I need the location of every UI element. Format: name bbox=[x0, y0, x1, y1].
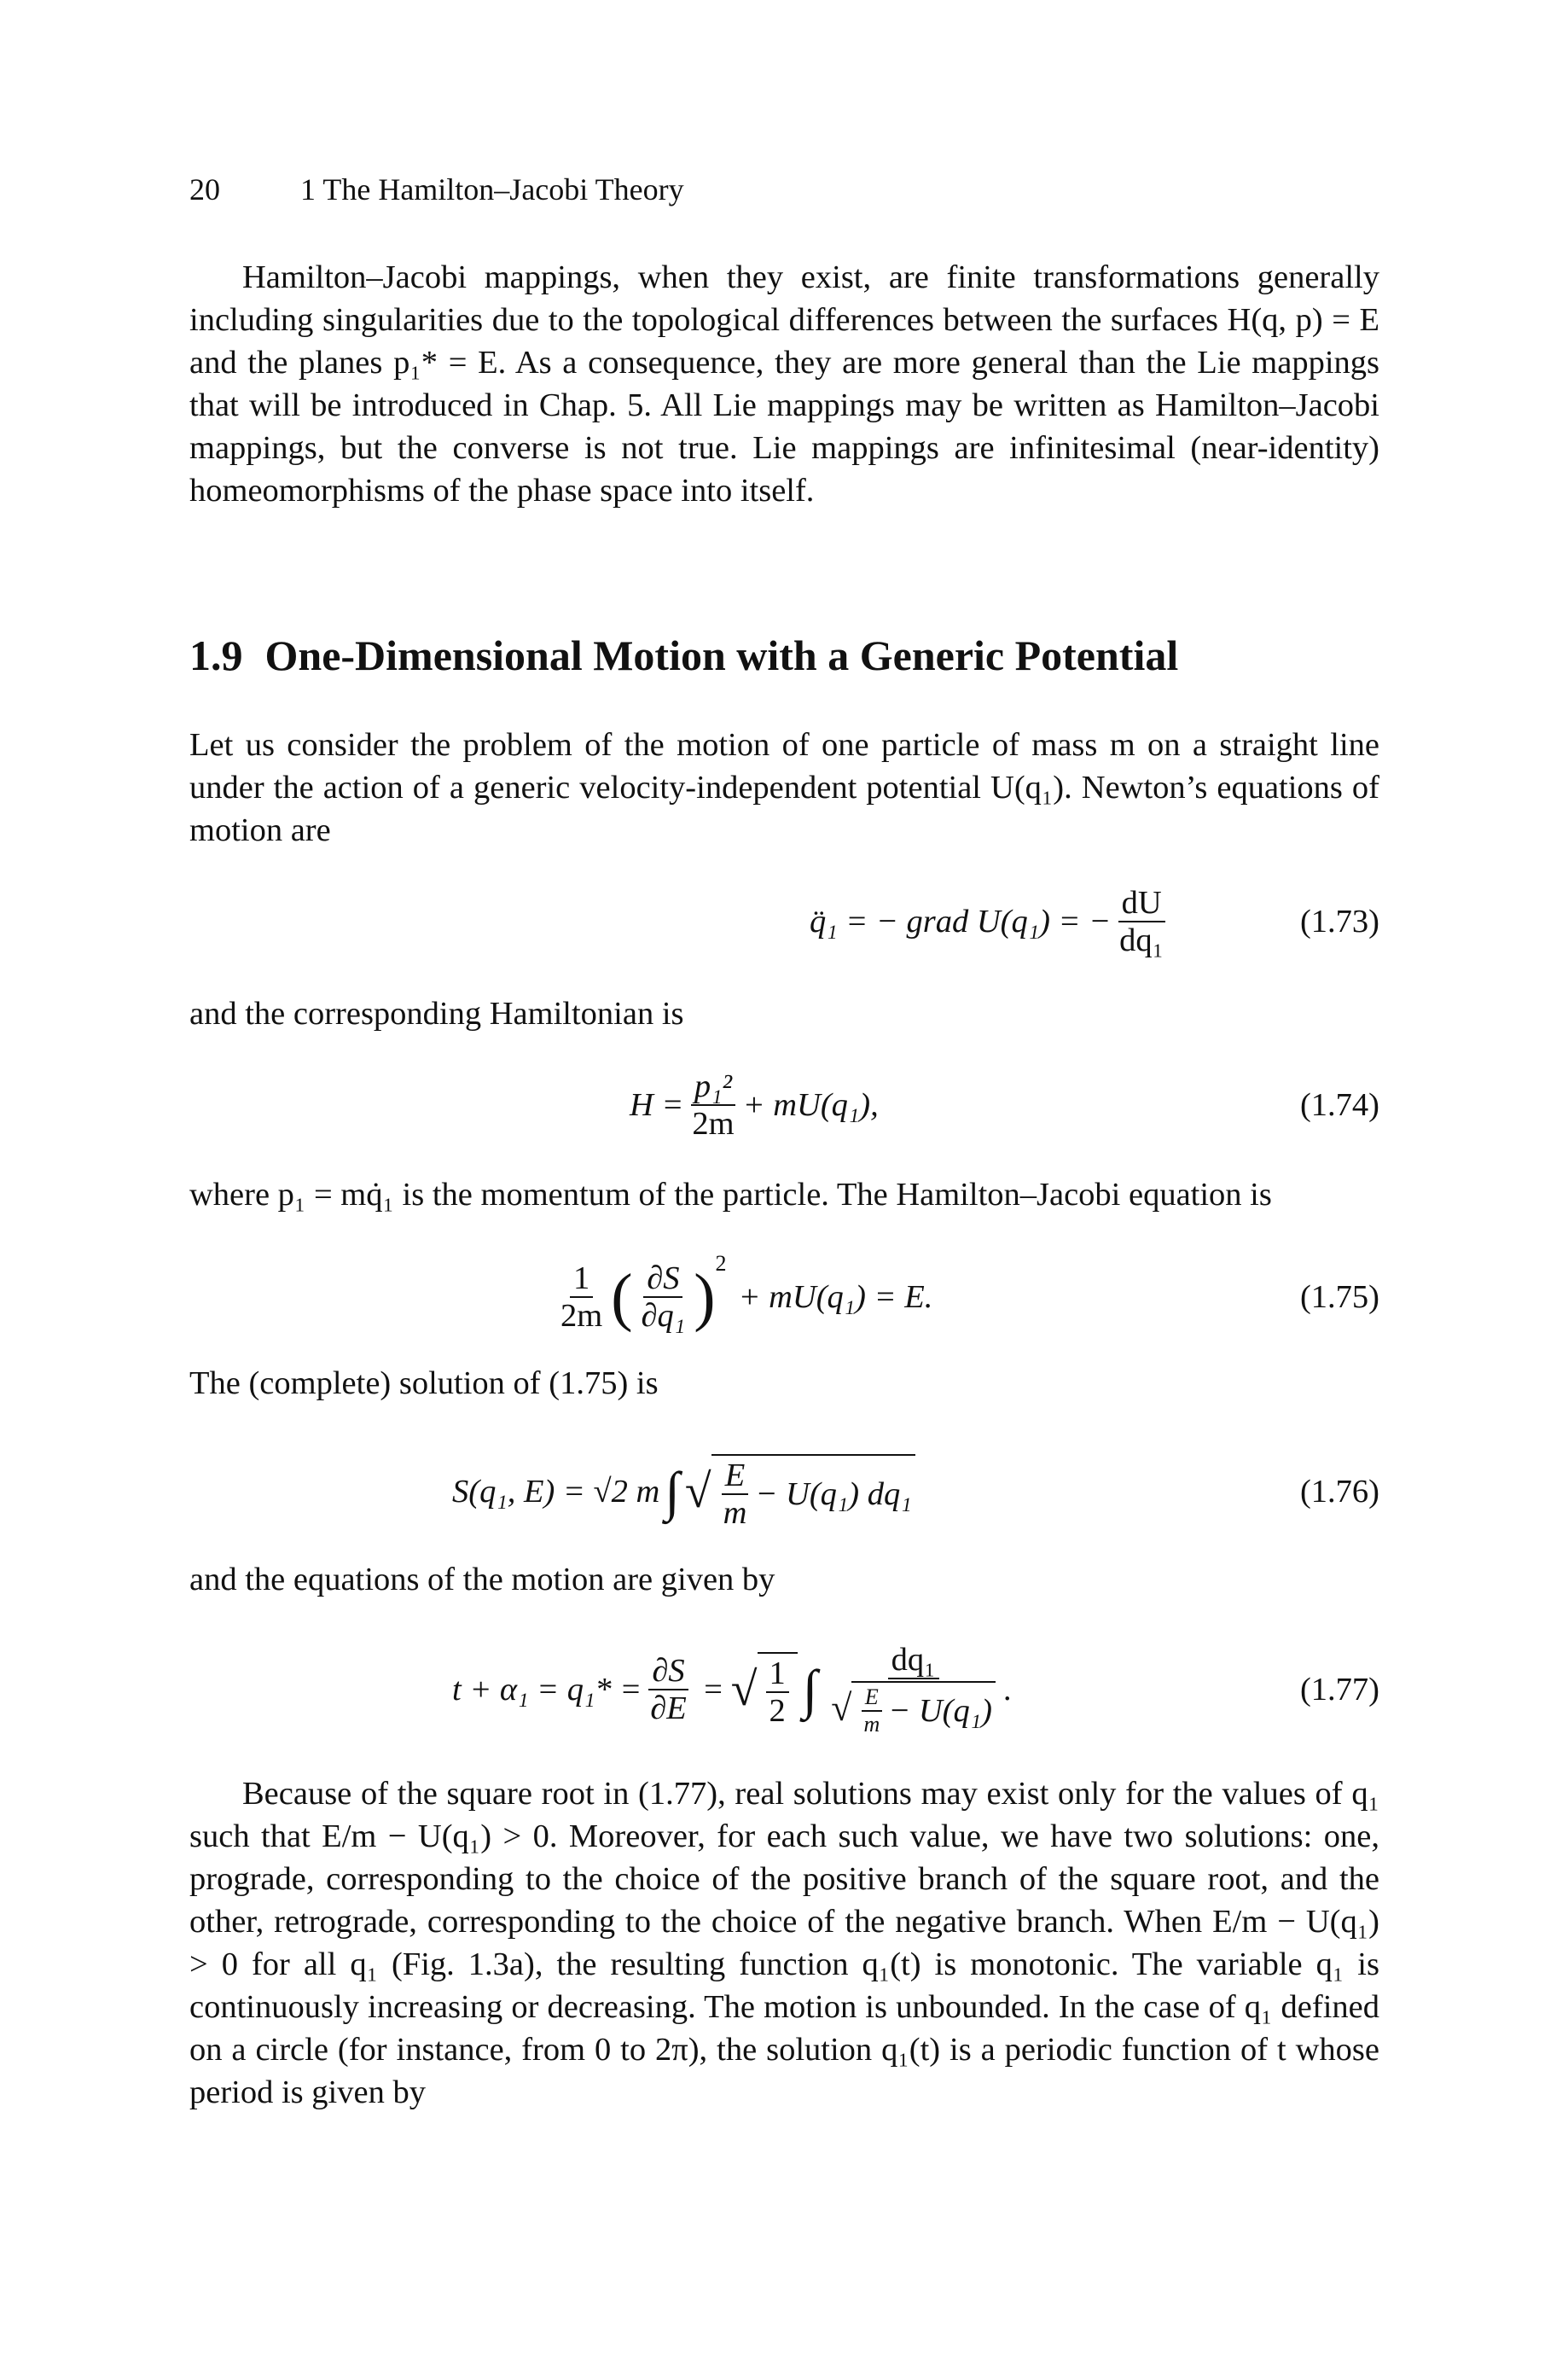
eq177-half-radicand bbox=[758, 1652, 798, 1728]
running-title: 1 The Hamilton–Jacobi Theory bbox=[300, 172, 684, 207]
eq175-inner-den: ∂q₁ bbox=[641, 1298, 686, 1334]
equation-number-1-73: (1.73) bbox=[1299, 903, 1379, 940]
equation-number-1-75: (1.75) bbox=[1299, 1278, 1379, 1315]
eq177-half bbox=[766, 1657, 789, 1728]
equation-1-77-body bbox=[452, 1630, 1013, 1749]
eq176-frac-num: E bbox=[722, 1459, 749, 1496]
equation-1-76-body bbox=[452, 1440, 915, 1543]
eq177-int-radical: √ bbox=[831, 1687, 852, 1730]
equation-number-1-77: (1.77) bbox=[1299, 1671, 1379, 1708]
paragraph-3: where p₁ = mq̇₁ is the momentum of the particle. The Hamilton–Jacobi equation is bbox=[189, 1177, 1272, 1213]
eq175-rhs: + mU(q₁) = E. bbox=[738, 1278, 933, 1315]
paragraph-1: Let us consider the problem of the motion of one particle of mass m on a straight line under the action of a generic velocity-independent potential U(q₁). Newton’s equations of motion are bbox=[189, 727, 1379, 848]
eq177-int-den-rest: − U(q₁) bbox=[888, 1693, 992, 1729]
eq177-derivative bbox=[647, 1652, 690, 1726]
paragraph-block-6 bbox=[189, 1772, 1379, 2114]
eq177-int-num: dq₁ bbox=[888, 1644, 939, 1680]
section-heading bbox=[189, 630, 1178, 681]
equation-number-1-76: (1.76) bbox=[1299, 1473, 1379, 1510]
equation-1-73 bbox=[189, 870, 1379, 973]
eq177-d-den: ∂E bbox=[650, 1690, 687, 1726]
eq176-radicand bbox=[711, 1454, 915, 1530]
eq177-int-den-frac-num: E bbox=[862, 1686, 882, 1712]
equation-1-74 bbox=[189, 1054, 1379, 1156]
eq176-rest: − U(q₁) dq₁ bbox=[755, 1475, 912, 1512]
section-number: 1.9 bbox=[189, 631, 243, 679]
eq177-half-num: 1 bbox=[766, 1657, 789, 1694]
eq174-num: p₁² bbox=[691, 1070, 735, 1107]
eq177-int-sqrt bbox=[831, 1681, 996, 1736]
equation-1-75 bbox=[189, 1246, 1379, 1348]
eq173-num: dU bbox=[1118, 887, 1165, 923]
paragraph-5: and the equations of the motion are given by bbox=[189, 1562, 775, 1597]
eq175-right-paren: ) bbox=[694, 1261, 716, 1333]
eq177-radical-sign: √ bbox=[730, 1663, 758, 1716]
eq174-rhs: + mU(q₁), bbox=[742, 1086, 879, 1123]
eq177-int-den-frac-den: m bbox=[863, 1712, 880, 1737]
paragraph-block-3 bbox=[189, 1173, 1379, 1216]
paragraph-block-4 bbox=[189, 1362, 1379, 1405]
paragraph-4: The (complete) solution of (1.75) is bbox=[189, 1365, 659, 1401]
eq177-integrand bbox=[828, 1641, 999, 1737]
eq175-inner-num: ∂S bbox=[643, 1262, 682, 1299]
equation-1-75-body bbox=[552, 1246, 932, 1348]
eq177-int-den bbox=[828, 1679, 999, 1736]
eq173-fraction bbox=[1116, 884, 1167, 958]
eq177-half-den: 2 bbox=[769, 1693, 786, 1729]
eq176-radical-sign: √ bbox=[684, 1465, 711, 1518]
eq173-lhs: q̈₁ = − grad U(q₁) = − bbox=[810, 903, 1112, 940]
intro-paragraph: Hamilton–Jacobi mappings, when they exist, are finite transformations generally including singularities due to the topological differences between the surfaces H(q, p) = E and the planes p₁* = E. As a consequence, they are more general than the Lie mappings that will be introduced in Chap. 5. All Lie mappings may be written as Hamilton–Jacobi mappings, but the converse is not true. Lie mappings are infinitesimal (near-identity) homeomorphisms of the phase space into itself. bbox=[189, 259, 1379, 509]
eq177-end: . bbox=[1003, 1671, 1013, 1708]
section-title: One-Dimensional Motion with a Generic Potential bbox=[264, 631, 1179, 679]
eq174-fraction bbox=[688, 1070, 737, 1141]
eq175-den: 2m bbox=[560, 1298, 603, 1334]
equation-number-1-74: (1.74) bbox=[1299, 1086, 1379, 1123]
eq177-sqrt-half bbox=[731, 1652, 798, 1728]
equation-1-73-body bbox=[810, 870, 1172, 973]
equation-1-77 bbox=[189, 1630, 1379, 1749]
eq177-int-den-frac bbox=[860, 1686, 883, 1736]
eq176-integral-sign: ∫ bbox=[665, 1461, 680, 1521]
paragraph-block-2 bbox=[189, 992, 1379, 1035]
eq174-lhs: H = bbox=[630, 1086, 684, 1123]
paragraph-block-1 bbox=[189, 724, 1379, 852]
page-number: 20 bbox=[189, 172, 220, 207]
running-header bbox=[189, 174, 684, 205]
eq177-lhs: t + α₁ = q₁* = bbox=[452, 1671, 642, 1708]
eq175-power: 2 bbox=[715, 1251, 727, 1276]
eq175-derivative bbox=[638, 1262, 689, 1333]
eq176-lhs: S(q₁, E) = √2 m bbox=[452, 1473, 660, 1510]
eq176-fraction bbox=[720, 1459, 751, 1530]
eq177-integral-sign: ∫ bbox=[802, 1659, 818, 1719]
eq173-den: dq₁ bbox=[1119, 922, 1164, 958]
eq177-int-radicand bbox=[851, 1681, 995, 1736]
equation-1-74-body bbox=[630, 1054, 879, 1156]
eq175-left-paren: ( bbox=[611, 1261, 633, 1333]
eq175-prefactor bbox=[557, 1262, 606, 1333]
eq177-d-num: ∂S bbox=[648, 1655, 688, 1691]
eq176-sqrt bbox=[685, 1454, 915, 1530]
paragraph-2: and the corresponding Hamiltonian is bbox=[189, 996, 684, 1032]
eq177-equals: = bbox=[701, 1671, 724, 1708]
paragraph-6: Because of the square root in (1.77), real solutions may exist only for the values of q₁ such that E/m − U(q₁) > 0. Moreover, for each such value, we have two solutions: one, prograde, corresponding to the choice of the positive branch of the square root, and the other, retrograde, corresponding to the choice of the negative branch. When E/m − U(q₁) > 0 for all q₁ (Fig. 1.3a), the resulting function q₁(t) is monotonic. The variable q₁ is continuously increasing or decreasing. The motion is unbounded. In the case of q₁ defined on a circle (for instance, from 0 to 2π), the solution q₁(t) is a periodic function of t whose period is given by bbox=[189, 1776, 1379, 2110]
equation-1-76 bbox=[189, 1440, 1379, 1543]
intro-paragraph-block bbox=[189, 256, 1379, 512]
eq175-num: 1 bbox=[570, 1262, 593, 1299]
eq174-den: 2m bbox=[692, 1106, 735, 1142]
paragraph-block-5 bbox=[189, 1558, 1379, 1601]
eq176-frac-den: m bbox=[723, 1495, 747, 1531]
